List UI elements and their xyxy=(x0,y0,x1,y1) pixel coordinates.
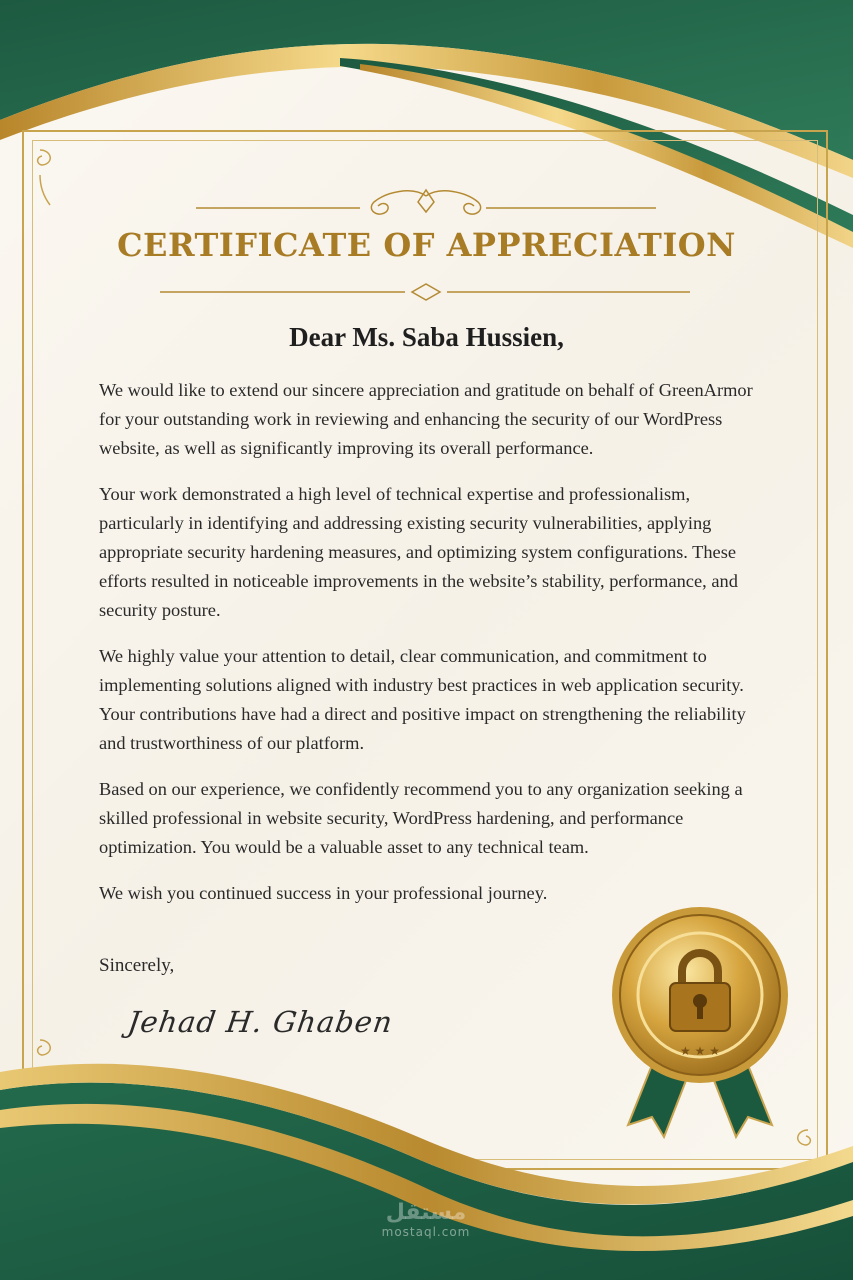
signature: Jehad H. Ghaben xyxy=(125,1005,396,1039)
svg-text:★ ★ ★: ★ ★ ★ xyxy=(680,1044,720,1058)
certificate-body xyxy=(99,376,769,925)
watermark-latin: mostaql.com xyxy=(381,1225,471,1239)
body-paragraph: Your work demonstrated a high level of technical expertise and professionalism, particularly in identifying and addressing existing security vulnerabilities, applying appropriate security hardening measures, and optimizing system configurations. These efforts resulted in noticeable improvements in the website’s stability, performance, and security posture. xyxy=(99,484,738,620)
watermark-arabic: مستقل xyxy=(385,1200,467,1225)
watermark xyxy=(366,1200,486,1239)
body-paragraph: We wish you continued success in your professional journey. xyxy=(99,883,548,903)
certificate-title: CERTIFICATE OF APPRECIATION xyxy=(117,226,736,264)
body-paragraph: Based on our experience, we confidently recommend you to any organization seeking a skilled professional in website security, WordPress hardening, and performance optimization. You would be a valuable asset to any technical team. xyxy=(99,779,743,857)
body-paragraph: We highly value your attention to detail, clear communication, and commitment to implementing solutions aligned with industry best practices in web application security. Your contributions have had a direct and positive impact on strengthening the reliability and trustworthiness of our platform. xyxy=(99,646,746,753)
body-paragraph: We would like to extend our sincere appreciation and gratitude on behalf of GreenArmor for your outstanding work in reviewing and enhancing the security of our WordPress website, as well as significantly improving its overall performance. xyxy=(99,380,753,458)
salutation: Dear Ms. Saba Hussien, xyxy=(289,322,564,352)
padlock-seal-icon xyxy=(600,905,800,1140)
closing: Sincerely, xyxy=(99,955,175,976)
